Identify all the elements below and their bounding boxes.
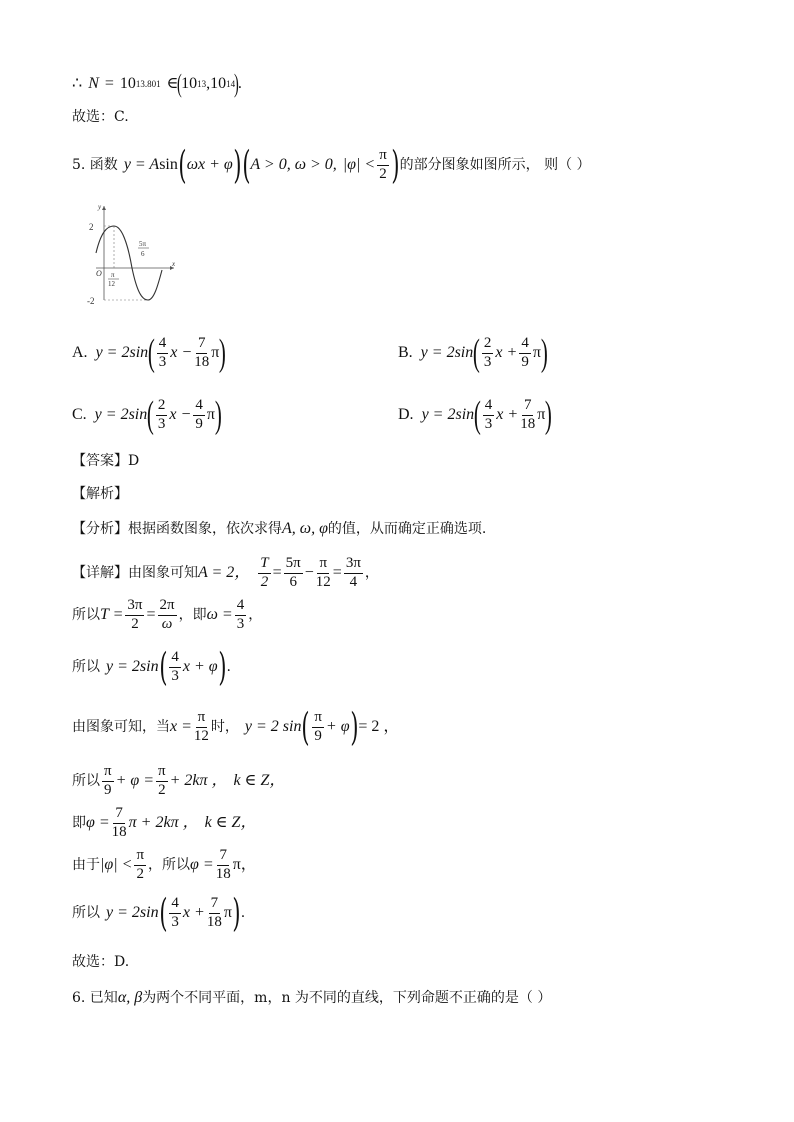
- plus-phi: + φ =: [115, 772, 155, 790]
- fraction-pi-2: $\frac{\pi}{2}$: [379, 147, 387, 182]
- k-in-z: k ∈ Z，: [233, 772, 286, 790]
- power-base: 10: [119, 75, 136, 93]
- option-d-pi: π: [537, 406, 546, 424]
- argument: ωx + φ: [186, 156, 233, 174]
- detail-line-6: [72, 806, 256, 841]
- summary-text-a: 【分析】根据函数图象，依次求得: [72, 521, 282, 537]
- option-a-pi: π: [211, 344, 220, 362]
- k-in-z: k ∈ Z，: [204, 814, 257, 832]
- paren: (: [473, 332, 481, 375]
- sine-curve: [96, 226, 162, 300]
- option-b-pi: π: [532, 344, 541, 362]
- y-arrow-icon: [102, 206, 106, 210]
- q6-num: 6. 已知: [72, 990, 118, 1006]
- answer-line: 【答案】D: [72, 453, 140, 469]
- period: .: [240, 905, 246, 922]
- paren-close: ): [233, 143, 242, 188]
- interval-right: 10: [210, 75, 227, 93]
- pi: π，: [232, 856, 257, 874]
- x-eq: x =: [170, 718, 192, 736]
- paren: (: [158, 891, 168, 936]
- phi-bound: |φ| <: [342, 156, 376, 174]
- neg-amp-label: -2: [87, 296, 95, 306]
- option-d[interactable]: [398, 394, 553, 437]
- condition: A > 0, ω > 0,: [250, 156, 337, 174]
- suoyi: ，所以: [148, 857, 191, 874]
- suoyi: 所以: [72, 905, 100, 922]
- option-c-op: x −: [169, 406, 192, 424]
- minus: −: [304, 564, 314, 582]
- function-lhs: y = A: [123, 156, 160, 174]
- detail-text: 【详解】由图象可知: [72, 565, 198, 582]
- frac-3pi-4: $\frac{3\pi}{4}$: [345, 555, 361, 590]
- suoyi: 所以: [72, 659, 100, 676]
- option-d-frac2: $\frac{7}{18}$: [520, 397, 536, 432]
- option-c-pre: y = 2sin: [94, 406, 148, 424]
- x-label: x: [172, 260, 176, 268]
- option-c-frac2: $\frac{4}{9}$: [195, 397, 203, 432]
- arg: x + φ: [182, 658, 218, 676]
- option-d-frac1: $\frac{4}{3}$: [484, 397, 493, 432]
- amp-label: 2: [89, 222, 94, 232]
- q6-text: 为两个不同平面，m，n 为不同的直线，下列命题不正确的是（ ）: [142, 990, 552, 1006]
- plus-phi: + φ: [325, 718, 350, 736]
- origin-label: O: [96, 269, 102, 278]
- option-a-frac1: $\frac{4}{3}$: [158, 335, 167, 370]
- frac-7-18: $\frac{7}{18}$: [206, 895, 222, 930]
- option-b-frac2: $\frac{4}{9}$: [521, 335, 529, 370]
- frac-t-2: $\frac{T}{2}$: [260, 555, 269, 590]
- paren: ): [219, 332, 227, 375]
- paren-open: (: [178, 143, 187, 188]
- paren: ): [217, 645, 227, 690]
- equals: =: [104, 75, 114, 93]
- power-exponent: 13.801: [135, 78, 161, 89]
- choice-c-line: 故选：C.: [72, 109, 129, 125]
- paren: (: [147, 332, 155, 375]
- detail-line-1: [72, 556, 379, 591]
- eq: =: [146, 606, 156, 624]
- frac-pi-9: $\frac{\pi}{9}$: [314, 709, 322, 744]
- text: 由图象可知，当: [72, 719, 170, 736]
- detail-line-2: [72, 598, 262, 633]
- option-a[interactable]: [72, 332, 227, 375]
- sin-text: sin: [159, 156, 178, 174]
- choice-d-line: 故选：D.: [72, 954, 130, 970]
- paren: (: [301, 705, 310, 750]
- analysis-heading: 【解析】: [72, 486, 128, 502]
- paren: ): [232, 891, 241, 936]
- question-tail: 的部分图象如图所示， 则（ ）: [399, 157, 591, 174]
- phi-eq: φ =: [190, 856, 214, 874]
- period: .: [237, 75, 242, 93]
- sine-graph: [82, 200, 182, 310]
- option-c-pi: π: [206, 406, 215, 424]
- frac-pi-2: $\frac{\pi}{2}$: [136, 847, 145, 882]
- detail-line-8: [72, 891, 246, 936]
- paren-open-2: (: [241, 143, 251, 188]
- comma: ，: [364, 565, 379, 582]
- frac-pi-12: $\frac{\pi}{12}$: [315, 555, 331, 590]
- element-of: ∈: [166, 75, 179, 93]
- shi: 时，: [210, 719, 239, 736]
- conclusion-line: [72, 69, 242, 98]
- amplitude: A = 2，: [198, 564, 251, 582]
- option-b-pre: y = 2sin: [420, 344, 474, 362]
- option-a-pre: y = 2sin: [95, 344, 149, 362]
- option-a-label: A.: [72, 344, 88, 362]
- frac-4-3: $\frac{4}{3}$: [171, 895, 179, 930]
- interval-left-exp: 13: [197, 78, 207, 89]
- tick-5pi-6-num: 5π: [139, 240, 147, 248]
- eq: =: [272, 564, 282, 582]
- option-b-label: B.: [398, 344, 413, 362]
- paren: (: [158, 645, 168, 690]
- func: y = 2sin: [106, 904, 159, 922]
- func: y = 2 sin: [244, 718, 302, 736]
- period-t: T =: [100, 606, 124, 624]
- frac-7-18: $\frac{7}{18}$: [215, 847, 231, 882]
- eq: =: [332, 564, 342, 582]
- alpha-beta: α, β: [117, 989, 143, 1006]
- paren: ): [540, 332, 548, 375]
- question-6-stem: [72, 990, 551, 1006]
- comma: ，: [248, 607, 263, 624]
- frac-pi-12: $\frac{\pi}{12}$: [193, 709, 209, 744]
- frac-3pi-2: $\frac{3\pi}{2}$: [127, 597, 143, 632]
- frac-4-3: $\frac{4}{3}$: [171, 649, 179, 684]
- frac-pi-9: $\frac{\pi}{9}$: [104, 763, 112, 798]
- frac-4-3: $\frac{4}{3}$: [236, 597, 245, 632]
- tick-pi-12-num: π: [111, 271, 115, 279]
- phi-eq: φ =: [86, 814, 110, 832]
- detail-line-7: [72, 848, 257, 883]
- paren: (: [473, 394, 481, 437]
- frac-7-18: $\frac{7}{18}$: [111, 805, 127, 840]
- period: .: [226, 659, 231, 676]
- youyu: 由于: [72, 857, 100, 874]
- paren: ): [545, 394, 553, 437]
- option-d-op: x +: [496, 406, 519, 424]
- summary-text-b: 的值，从而确定正确选项.: [327, 521, 487, 537]
- phi-bound: |φ| <: [100, 856, 133, 874]
- detail-line-3: [72, 645, 231, 690]
- frac-2pi-omega: $\frac{2\pi}{\omega}$: [159, 597, 175, 632]
- option-d-label: D.: [398, 406, 414, 424]
- y-label: y: [98, 203, 102, 211]
- summary-vars: A, ω, φ: [282, 520, 328, 537]
- pi: π: [223, 904, 232, 922]
- close-paren: ): [234, 69, 239, 98]
- frac-pi-2: $\frac{\pi}{2}$: [158, 763, 166, 798]
- detail-line-4: [72, 705, 400, 750]
- plus-2kpi: π + 2kπ ，: [128, 814, 199, 832]
- open-paren: (: [177, 69, 183, 98]
- question-number: 5. 函数: [72, 157, 118, 174]
- option-c-frac1: $\frac{2}{3}$: [157, 397, 166, 432]
- frac-5pi-6: $\frac{5\pi}{6}$: [285, 555, 301, 590]
- var-n: N: [88, 75, 99, 93]
- eq-2: = 2 ，: [358, 718, 400, 736]
- option-b[interactable]: [398, 332, 548, 375]
- option-b-frac1: $\frac{2}{3}$: [483, 335, 492, 370]
- ji: 即: [72, 815, 86, 832]
- x-plus: x +: [182, 904, 205, 922]
- paren-close-2: ): [391, 143, 400, 188]
- paren: ): [349, 705, 359, 750]
- func: y = 2sin: [106, 658, 159, 676]
- option-c-label: C.: [72, 406, 87, 424]
- paren: (: [147, 394, 155, 437]
- interval-right-exp: 14: [226, 78, 236, 89]
- plus-2kpi: + 2kπ ，: [169, 772, 228, 790]
- tick-pi-12-den: 12: [108, 280, 115, 288]
- option-a-op: x −: [170, 344, 193, 362]
- suoyi: 所以: [72, 773, 100, 790]
- paren: ): [214, 394, 222, 437]
- analysis-summary: [72, 521, 486, 537]
- option-a-frac2: $\frac{7}{18}$: [194, 335, 210, 370]
- suoyi: 所以: [72, 607, 100, 624]
- omega: ω =: [206, 606, 233, 624]
- ji: ，即: [178, 607, 207, 624]
- tick-5pi-6-den: 6: [141, 250, 145, 258]
- option-c[interactable]: [72, 394, 222, 437]
- option-b-op: x +: [495, 344, 518, 362]
- question-5-stem: [72, 143, 591, 188]
- detail-line-5: [72, 764, 285, 799]
- interval-left: 10: [181, 75, 198, 93]
- option-d-pre: y = 2sin: [421, 406, 475, 424]
- therefore-symbol: ∴: [72, 75, 83, 93]
- comma: ,: [206, 75, 211, 93]
